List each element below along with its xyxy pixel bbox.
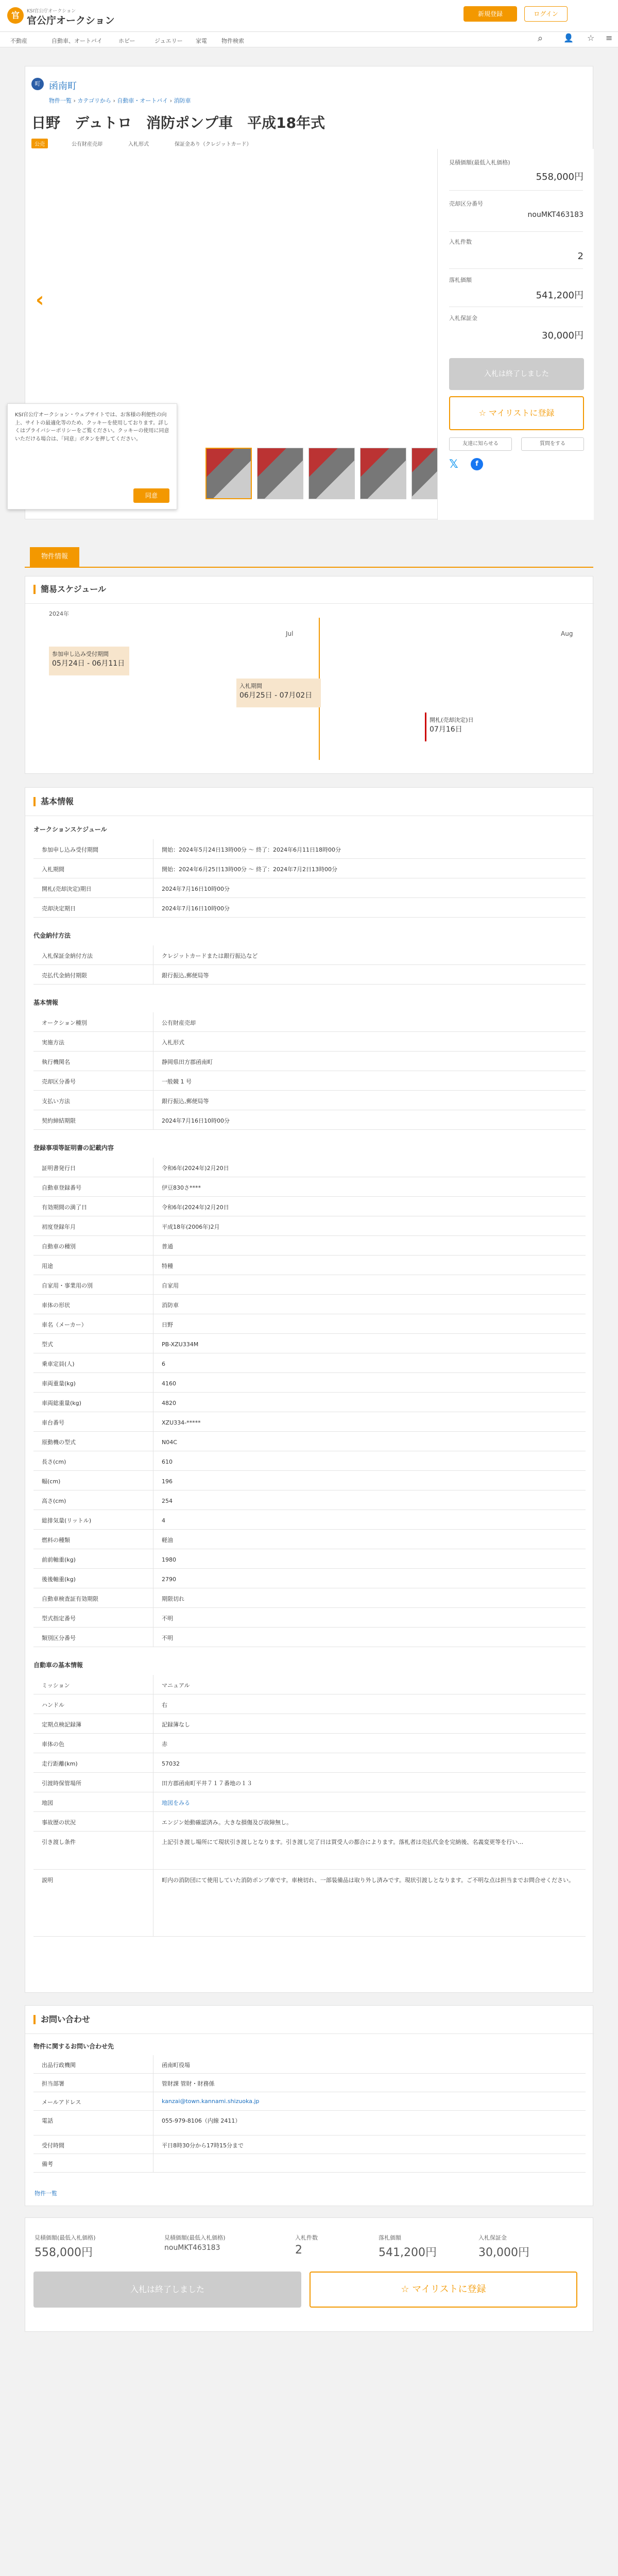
- info-row: [33, 1158, 586, 1177]
- info-key: 自動車の種別: [42, 1243, 76, 1250]
- info-key: 前前軸重(kg): [42, 1556, 76, 1563]
- info-key: 車両重量(kg): [42, 1380, 76, 1387]
- prev-photo-icon[interactable]: ‹: [36, 288, 44, 312]
- info-value: 銀行振込,郵便局等: [153, 1091, 575, 1110]
- bid-count-value: 2: [577, 251, 583, 262]
- cookie-notice: [7, 403, 177, 510]
- status-badge: 公売: [31, 139, 48, 148]
- add-to-mylist-button[interactable]: ☆ マイリストに登録: [449, 396, 584, 430]
- contact-value: 055-979-8106（内線 2411）: [153, 2111, 575, 2135]
- info-key: 車名（メーカー）: [42, 1321, 87, 1328]
- info-value: 開始：2024年6月25日13時00分 ～ 終了：2024年7月2日13時00分: [153, 859, 575, 878]
- info-value: 入札形式: [153, 1032, 575, 1051]
- seller-avatar: 町: [31, 78, 44, 90]
- summary-label: 見積価額(最低入札価格): [164, 2234, 226, 2241]
- schedule-card: [25, 576, 593, 774]
- contact-row: [33, 2074, 586, 2092]
- info-row: [33, 1694, 586, 1714]
- info-row: [33, 839, 586, 859]
- info-row: [33, 945, 586, 965]
- nav-item-realestate[interactable]: 不動産: [10, 38, 27, 44]
- info-key: 地図: [42, 1800, 53, 1806]
- login-button[interactable]: ログイン: [524, 6, 568, 22]
- month-jul: Jul: [286, 630, 294, 637]
- info-value: 4: [153, 1510, 575, 1529]
- info-value: 1980: [153, 1549, 575, 1568]
- info-key: 用途: [42, 1263, 53, 1269]
- summary-value: 2: [295, 2244, 302, 2257]
- info-key: 幅(cm): [42, 1478, 61, 1485]
- photo-thumbnail[interactable]: [308, 448, 355, 499]
- info-value: 伊豆830さ****: [153, 1177, 575, 1196]
- winning-price-label: 落札価額: [449, 277, 472, 283]
- tab-item-info[interactable]: 物件情報: [30, 547, 79, 567]
- schedule-bar: [236, 679, 321, 707]
- add-to-mylist-label: マイリストに登録: [489, 408, 555, 418]
- info-key: 開札(売却決定)期日: [42, 886, 92, 892]
- month-aug: Aug: [561, 630, 573, 637]
- info-value: エンジン始動確認済み。大きな損傷及び故障無し。: [153, 1812, 575, 1831]
- photo-thumbnail[interactable]: [257, 448, 303, 499]
- register-button[interactable]: 新規登録: [464, 6, 517, 22]
- info-row: [33, 1110, 586, 1130]
- summary-label: 入札保証金: [478, 2234, 507, 2241]
- category-nav: [0, 32, 618, 47]
- info-row: [33, 1216, 586, 1236]
- info-value: クレジットカードまたは銀行振込など: [153, 945, 575, 964]
- info-row: [33, 1832, 586, 1870]
- nav-item-hobby[interactable]: ホビー: [118, 38, 135, 44]
- info-row: [33, 1773, 586, 1792]
- info-key: 高さ(cm): [42, 1498, 66, 1504]
- info-row: [33, 1032, 586, 1052]
- info-key: 原動機の型式: [42, 1439, 76, 1446]
- info-key: 売却決定期日: [42, 905, 76, 912]
- info-value: 254: [153, 1490, 575, 1510]
- info-value: 軽油: [153, 1530, 575, 1549]
- info-key: 売払代金納付期限: [42, 972, 87, 979]
- schedule-title: 簡易スケジュール: [33, 585, 106, 594]
- contact-row: [33, 2154, 586, 2173]
- info-value: マニュアル: [153, 1675, 575, 1694]
- info-key: 証明書発行日: [42, 1165, 76, 1172]
- info-group-title: 登録事項等証明書の記載内容: [33, 1144, 114, 1151]
- info-row: [33, 1353, 586, 1373]
- info-value: 静岡県田方郡函南町: [153, 1052, 575, 1071]
- schedule-item-range: 06月25日 - 07月02日: [239, 691, 313, 700]
- info-value: 2790: [153, 1569, 575, 1588]
- info-key: 引渡時保管場所: [42, 1780, 81, 1787]
- contact-value: 管財課 管財・財務係: [153, 2074, 575, 2092]
- info-row: [33, 1012, 586, 1032]
- info-row: [33, 1236, 586, 1256]
- sale-id-value: nouMKT463183: [527, 211, 583, 219]
- info-row: [33, 1569, 586, 1588]
- info-value: 令和6年(2024年)2月20日: [153, 1197, 575, 1216]
- info-row: [33, 898, 586, 918]
- schedule-year: 2024年: [49, 611, 69, 617]
- summary-value: 541,200円: [379, 2246, 437, 2259]
- site-header: [0, 0, 618, 32]
- info-key: 自動車検査証有効期限: [42, 1596, 98, 1602]
- schedule-item-range: 05月24日 - 06月11日: [52, 659, 125, 668]
- winning-price-value: 541,200円: [536, 290, 583, 301]
- info-group-title: 代金納付方法: [33, 932, 71, 939]
- schedule-item-name: 参加申し込み受付期間: [52, 651, 109, 657]
- info-value: 57032: [153, 1753, 575, 1772]
- cookie-agree-button[interactable]: 同意: [133, 488, 169, 503]
- info-key: 車体の形状: [42, 1302, 70, 1309]
- nav-item-appliance[interactable]: 家電: [196, 38, 207, 44]
- summary-label: 入札件数: [295, 2234, 318, 2241]
- schedule-bar: [425, 713, 497, 741]
- info-row: [33, 1295, 586, 1314]
- info-key: 初度登録年月: [42, 1224, 76, 1230]
- info-value: XZU334-*****: [153, 1412, 575, 1431]
- info-key: 実施方法: [42, 1039, 64, 1046]
- info-value: 公有財産売却: [153, 1012, 575, 1031]
- info-value: 2024年7月16日10時00分: [153, 898, 575, 917]
- info-key: オークション種別: [42, 1020, 87, 1026]
- breadcrumb-item[interactable]: 物件一覧: [49, 97, 72, 104]
- tag-item: 公有財産売却: [72, 142, 102, 147]
- info-key: 自家用・事業用の別: [42, 1282, 93, 1289]
- info-row: [33, 1530, 586, 1549]
- info-value: N04C: [153, 1432, 575, 1451]
- info-value: 町内の消防団にて使用していた消防ポンプ車です。車検切れ、一部装備品は取り外し済みです。現状引渡しとなります。ご不明な点は担当までお問合せください。: [153, 1870, 575, 1936]
- info-value: 特種: [153, 1256, 575, 1275]
- contact-value: 平日8時30分から17時15分まで: [153, 2136, 575, 2154]
- info-key: 乗車定員(人): [42, 1361, 75, 1367]
- cookie-text: KSI官公庁オークション・ウェブサイトでは、お客様の利便性の向上、サイトの最適化等のため、クッキーを使用しております。詳しくはプライバシーポリシーをご覧ください。クッキーの使用に同意いただける場合は、「同意」ボタンを押してください。: [15, 412, 169, 442]
- info-row: [33, 1197, 586, 1216]
- info-key: 有効期間の満了日: [42, 1204, 87, 1211]
- logo-text[interactable]: 官公庁オークション: [27, 15, 115, 26]
- price-panel: [437, 149, 594, 520]
- info-key: 引き渡し条件: [42, 1839, 76, 1845]
- schedule-item-name: 開札(売却決定)日: [430, 717, 474, 723]
- breadcrumb: 物件一覧 › カテゴリから › 自動車・オートバイ › 消防車: [49, 97, 191, 104]
- schedule-item-name: 入札期間: [239, 683, 262, 689]
- info-value: 消防車: [153, 1295, 575, 1314]
- info-row: [33, 878, 586, 898]
- back-to-list-link[interactable]: 物件一覧: [35, 2190, 57, 2197]
- deposit-value: 30,000円: [542, 330, 583, 341]
- info-key: 参加申し込み受付期間: [42, 846, 98, 853]
- info-row: [33, 1510, 586, 1530]
- contact-row: [33, 2111, 586, 2136]
- info-value: 4160: [153, 1373, 575, 1392]
- info-row: [33, 1675, 586, 1694]
- bid-ended-button: 入札は終了しました: [449, 358, 584, 390]
- info-value: 2024年7月16日10時00分: [153, 878, 575, 897]
- contact-key: 受付時間: [42, 2142, 64, 2149]
- info-key: ハンドル: [42, 1702, 64, 1708]
- menu-icon[interactable]: ≡: [606, 33, 613, 43]
- info-key: ミッション: [42, 1682, 70, 1689]
- info-row: [33, 1052, 586, 1071]
- info-value: 令和6年(2024年)2月20日: [153, 1158, 575, 1177]
- info-row: [33, 1393, 586, 1412]
- tag-item: 保証金あり（クレジットカード）: [175, 142, 252, 147]
- bid-ended-button: 入札は終了しました: [33, 2272, 301, 2308]
- info-row: [33, 1812, 586, 1832]
- add-to-mylist-label: マイリストに登録: [412, 2284, 486, 2295]
- price-value: 558,000円: [536, 172, 583, 182]
- info-key: 自動車登録番号: [42, 1184, 81, 1191]
- favorite-icon[interactable]: ☆: [587, 33, 595, 43]
- contact-key: 担当部署: [42, 2080, 64, 2087]
- info-value: 不明: [153, 1608, 575, 1627]
- info-value: 記録簿なし: [153, 1714, 575, 1733]
- info-value: 自家用: [153, 1275, 575, 1294]
- photo-thumbnail[interactable]: [205, 448, 252, 499]
- info-value: 開始：2024年5月24日13時00分 ～ 終了：2024年6月11日18時00分: [153, 839, 575, 858]
- info-row: [33, 1412, 586, 1432]
- nav-item-car[interactable]: 自動車、オートバイ: [52, 38, 102, 44]
- info-value: PB-XZU334M: [153, 1334, 575, 1353]
- photo-thumbnail[interactable]: [360, 448, 406, 499]
- contact-key: 出品行政機関: [42, 2062, 76, 2069]
- info-key: 型式指定番号: [42, 1615, 76, 1622]
- contact-value: 函南町役場: [153, 2055, 575, 2073]
- contact-row: [33, 2055, 586, 2074]
- summary-label: 見積価額(最低入札価格): [35, 2234, 96, 2241]
- search-icon[interactable]: ⌕: [538, 33, 543, 44]
- info-value: 右: [153, 1694, 575, 1714]
- contact-title: お問い合わせ: [33, 2015, 90, 2024]
- info-row: [33, 965, 586, 985]
- breadcrumb-item[interactable]: 消防車: [174, 97, 191, 104]
- info-value: 610: [153, 1451, 575, 1470]
- info-value: 赤: [153, 1734, 575, 1753]
- info-row: [33, 1753, 586, 1773]
- basic-info-card: [25, 787, 593, 1993]
- info-row: [33, 1792, 586, 1812]
- bid-count-label: 入札件数: [449, 239, 472, 245]
- info-key: 契約締結期限: [42, 1117, 76, 1124]
- info-key: 事故歴の状況: [42, 1819, 76, 1826]
- contact-value: [153, 2154, 575, 2172]
- info-row: [33, 1714, 586, 1734]
- info-value: 6: [153, 1353, 575, 1372]
- contact-key: 電話: [42, 2117, 53, 2124]
- info-row: [33, 1177, 586, 1197]
- info-row: [33, 1432, 586, 1451]
- info-value: 196: [153, 1471, 575, 1490]
- info-value: 田方郡函南町平井７１７番地の１３: [153, 1773, 575, 1792]
- info-value: 期限切れ: [153, 1588, 575, 1607]
- info-row: [33, 1256, 586, 1275]
- info-key: 型式: [42, 1341, 53, 1348]
- info-key: 支払い方法: [42, 1098, 70, 1105]
- info-value: 銀行振込,郵便局等: [153, 965, 575, 984]
- seller-name[interactable]: 函南町: [49, 81, 77, 92]
- info-key: 売却区分番号: [42, 1078, 76, 1085]
- info-group-title: 基本情報: [33, 999, 59, 1006]
- contact-key: メールアドレス: [42, 2099, 81, 2106]
- logo-icon[interactable]: 官: [7, 7, 24, 24]
- summary-value: 30,000円: [478, 2246, 529, 2259]
- deposit-label: 入札保証金: [449, 315, 477, 321]
- info-value: 不明: [153, 1628, 575, 1647]
- info-key: 車両総重量(kg): [42, 1400, 81, 1406]
- info-row: [33, 1588, 586, 1608]
- info-row: [33, 1071, 586, 1091]
- info-row: [33, 1275, 586, 1295]
- nav-item-jewelry[interactable]: ジュエリー: [154, 38, 183, 44]
- info-row: [33, 1314, 586, 1334]
- sale-id-label: 売却区分番号: [449, 200, 483, 207]
- info-row: [33, 1549, 586, 1569]
- info-row: [33, 1628, 586, 1647]
- share-button[interactable]: 友達に知らせる: [449, 437, 512, 451]
- basic-info-title: 基本情報: [33, 797, 74, 806]
- info-value: 普通: [153, 1236, 575, 1255]
- info-row: [33, 1471, 586, 1490]
- info-row: [33, 1490, 586, 1510]
- info-key: 執行機関名: [42, 1059, 70, 1065]
- page-title: 日野 デュトロ 消防ポンプ車 平成18年式: [31, 114, 325, 131]
- contact-row: [33, 2136, 586, 2154]
- info-value: 4820: [153, 1393, 575, 1412]
- question-button[interactable]: 質問をする: [521, 437, 584, 451]
- info-key: 総排気量(リットル): [42, 1517, 92, 1524]
- info-value: 上記引き渡し場所にて現状引き渡しとなります。引き渡し完了日は買受人の都合によります。落札者は売払代金を完納後、名義変更等を行い…: [153, 1832, 575, 1869]
- contact-key: 備考: [42, 2161, 53, 2167]
- info-key: 類別区分番号: [42, 1635, 76, 1641]
- contact-row: [33, 2092, 586, 2111]
- info-key: 車台番号: [42, 1419, 64, 1426]
- price-summary: [25, 2217, 593, 2332]
- info-group-title: オークションスケジュール: [33, 826, 107, 833]
- summary-value: nouMKT463183: [164, 2244, 220, 2252]
- info-key: 走行距離(km): [42, 1760, 78, 1767]
- info-row: [33, 859, 586, 878]
- info-key: 入札期間: [42, 866, 64, 873]
- schedule-bar: [49, 647, 129, 675]
- info-key: 長さ(cm): [42, 1459, 66, 1465]
- info-key: 説明: [42, 1877, 53, 1884]
- info-value: 平成18年(2006年)2月: [153, 1216, 575, 1235]
- email-link[interactable]: kanzai@town.kannami.shizuoka.jp: [153, 2092, 575, 2110]
- twitter-icon[interactable]: 𝕏: [449, 458, 458, 471]
- info-group-title: 自動車の基本情報: [33, 1662, 83, 1669]
- info-row: [33, 1870, 586, 1937]
- main-photo[interactable]: [31, 159, 448, 437]
- info-row: [33, 1091, 586, 1110]
- info-row: [33, 1451, 586, 1471]
- info-value: 2024年7月16日10時00分: [153, 1110, 575, 1129]
- nav-item-search[interactable]: 物件検索: [221, 38, 244, 44]
- info-value: 日野: [153, 1314, 575, 1333]
- info-key: 燃料の種類: [42, 1537, 70, 1544]
- map-link[interactable]: 地図をみる: [153, 1792, 575, 1811]
- info-key: 入札保証金納付方法: [42, 953, 93, 959]
- breadcrumb-item[interactable]: 自動車・オートバイ: [117, 97, 168, 104]
- info-key: 車体の色: [42, 1741, 64, 1748]
- user-icon[interactable]: 👤: [563, 33, 574, 43]
- logo-subtext: KSI官公庁オークション: [27, 9, 76, 14]
- info-key: 後後軸重(kg): [42, 1576, 76, 1583]
- contact-subtitle: 物件に関するお問い合わせ先: [33, 2043, 114, 2050]
- schedule-item-range: 07月16日: [430, 725, 462, 734]
- breadcrumb-item[interactable]: カテゴリから: [77, 97, 111, 104]
- tag-item: 入札形式: [128, 142, 149, 147]
- info-key: 定期点検記録簿: [42, 1721, 81, 1728]
- info-row: [33, 1734, 586, 1753]
- info-row: [33, 1373, 586, 1393]
- add-to-mylist-button[interactable]: ☆ マイリストに登録: [310, 2272, 577, 2308]
- info-row: [33, 1334, 586, 1353]
- facebook-icon[interactable]: f: [471, 458, 483, 470]
- info-row: [33, 1608, 586, 1628]
- summary-value: 558,000円: [35, 2246, 93, 2259]
- info-value: 一般競 1 号: [153, 1071, 575, 1090]
- contact-card: [25, 2005, 593, 2206]
- price-label: 見積価額(最低入札価格): [449, 159, 510, 166]
- summary-label: 落札価額: [379, 2234, 401, 2241]
